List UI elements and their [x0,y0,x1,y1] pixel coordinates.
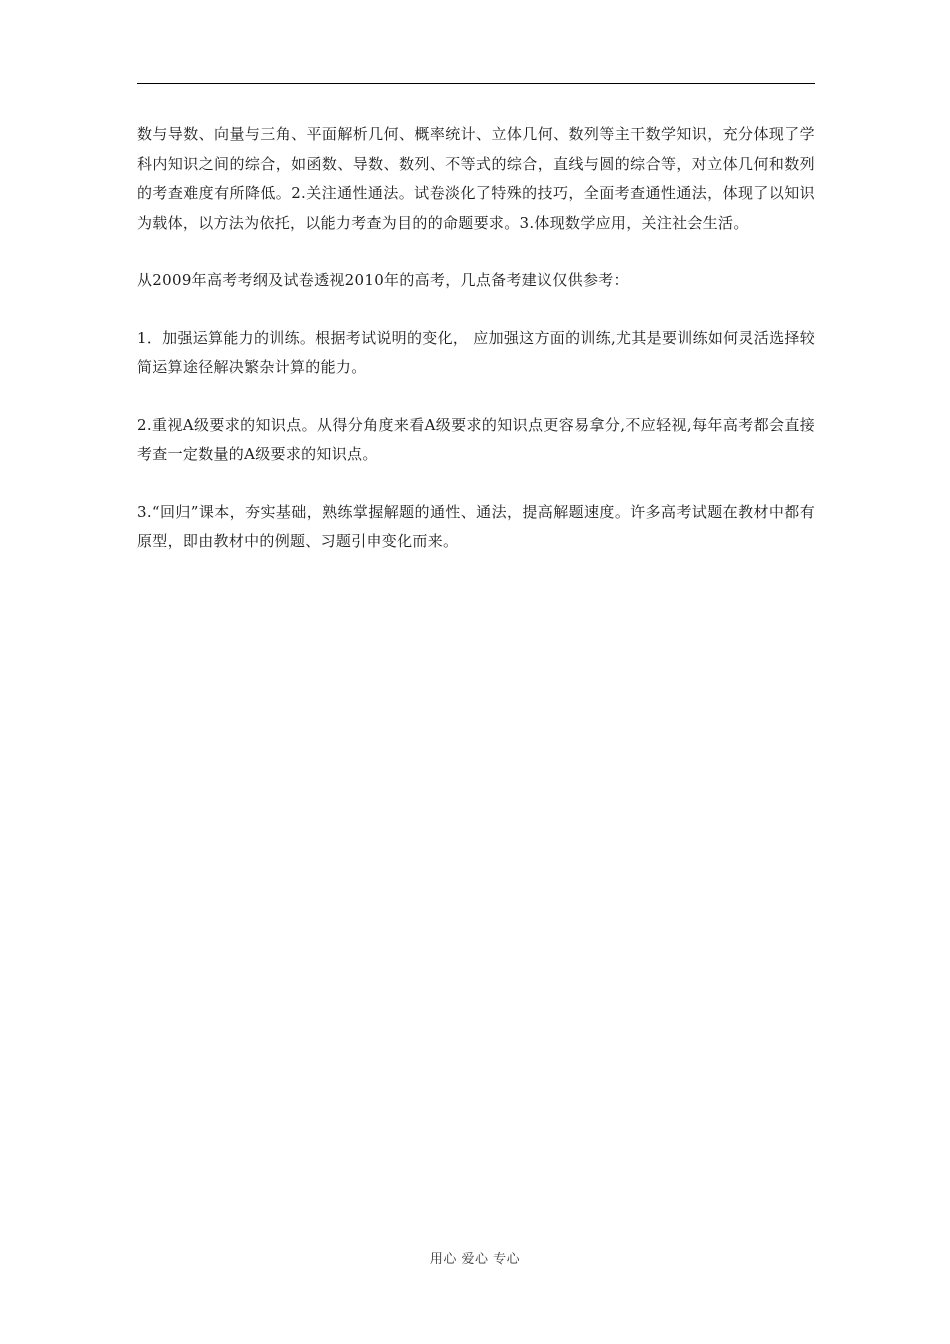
paragraph-suggestion-3: 3.“回归”课本，夯实基础，熟练掌握解题的通性、通法，提高解题速度。许多高考试题在教材中都有原型，即由教材中的例题、习题引申变化而来。 [137,502,815,550]
paragraph-suggestion-1: 1．加强运算能力的训练。根据考试说明的变化， 应加强这方面的训练,尤其是要训练如何灵活选择较简运算途径解决繁杂计算的能力。 [137,328,815,376]
header-rule [137,83,815,84]
page-footer: 用心 爱心 专心 [429,1252,521,1267]
paragraph-intro-suggestions: 从2009年高考考纲及试卷透视2010年的高考，几点备考建议仅供参考： [137,271,629,289]
document-body [137,120,815,557]
paragraph-suggestion-2: 2.重视A级要求的知识点。从得分角度来看A级要求的知识点更容易拿分,不应轻视,每年高考都会直接考查一定数量的A级要求的知识点。 [137,415,815,463]
paragraph-exam-analysis: 数与导数、向量与三角、平面解析几何、概率统计、立体几何、数列等主干数学知识，充分体现了学科内知识之间的综合，如函数、导数、数列、不等式的综合，直线与圆的综合等，对立体几何和数列的考查难度有所降低。2.关注通性通法。试卷淡化了特殊的技巧，全面考查通性通法，体现了以知识为载体，以方法为依托，以能力考查为目的的命题要求。3.体现数学应用，关注社会生活。 [137,125,815,232]
